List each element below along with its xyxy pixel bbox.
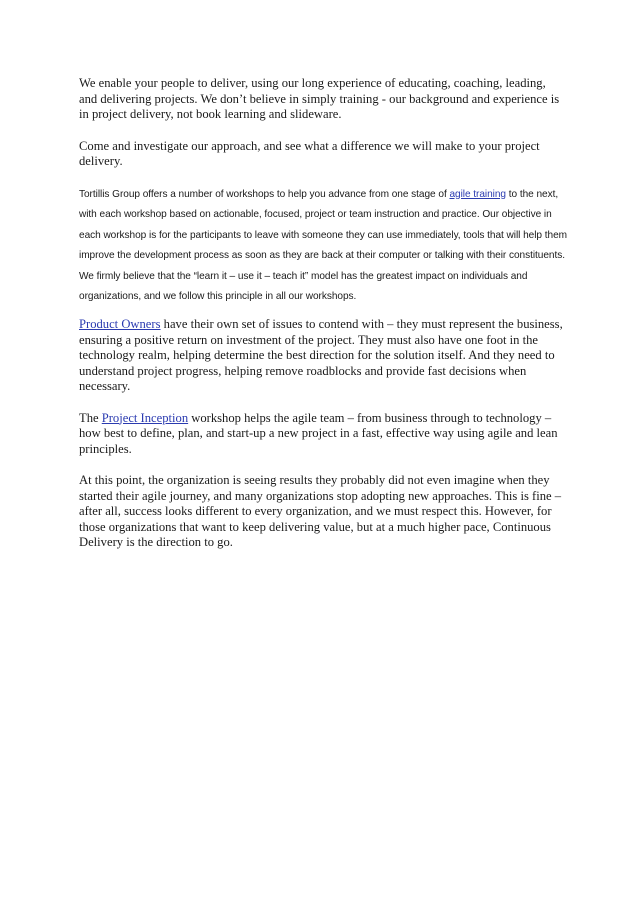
project-inception-link[interactable]: Project Inception [101, 410, 189, 425]
intro-paragraph: We enable your people to deliver, using our long experience of educating, coaching, leading, and delivering projects. We don’t believe in simply training - our background and experience is in project delivery, not book learning and slideware. [79, 76, 560, 121]
continuous-delivery-paragraph: At this point, the organization is seeing results they probably did not even imagine when they started their agile journey, and many organizations stop adopting new approaches. This is fine – after all, success looks different to every organization, and we must respect this. However, for those organizations that want to keep delivering value, but at a much higher pace, Continuous Delivery is the direction to go. [79, 473, 562, 550]
agile-training-link[interactable]: agile training [449, 188, 506, 200]
project-inception-text-after: workshop helps the agile team – from business through to technology – how best to define, plan, and start-up a new project in a fast, effective way using agile and lean principles. [79, 410, 558, 456]
product-owners-text: have their own set of issues to contend with – they must represent the business, ensuring a positive return on investment of the project. They must also have one foot in the technology realm, helping determine the best direction for the solution itself. And they need to understand project progress, helping remove roadblocks and provide fast decisions when necessary. [79, 317, 563, 394]
workshops-text-after: to the next, with each workshop based on actionable, focused, project or team instruction and practice. Our objective in each workshop is for the participants to leave with someone they can use immediately, tools that will help them improve the development process as soon as they are back at their computer or talking with their constituents. We firmly believe that the “learn it – use it – teach it” model has the greatest impact on individuals and organizations, and we follow this principle in all our workshops. [79, 188, 567, 303]
workshops-text-before: Tortillis Group offers a number of workshops to help you advance from one stage of [79, 188, 450, 200]
project-inception-text-before: The [79, 410, 102, 425]
product-owners-paragraph [79, 317, 567, 395]
investigate-paragraph: Come and investigate our approach, and see what a difference we will make to your project delivery. [79, 138, 540, 168]
document-body [79, 76, 567, 567]
product-owners-link[interactable]: Product Owners [79, 317, 161, 332]
workshops-paragraph [79, 185, 567, 309]
project-inception-paragraph [79, 411, 567, 458]
